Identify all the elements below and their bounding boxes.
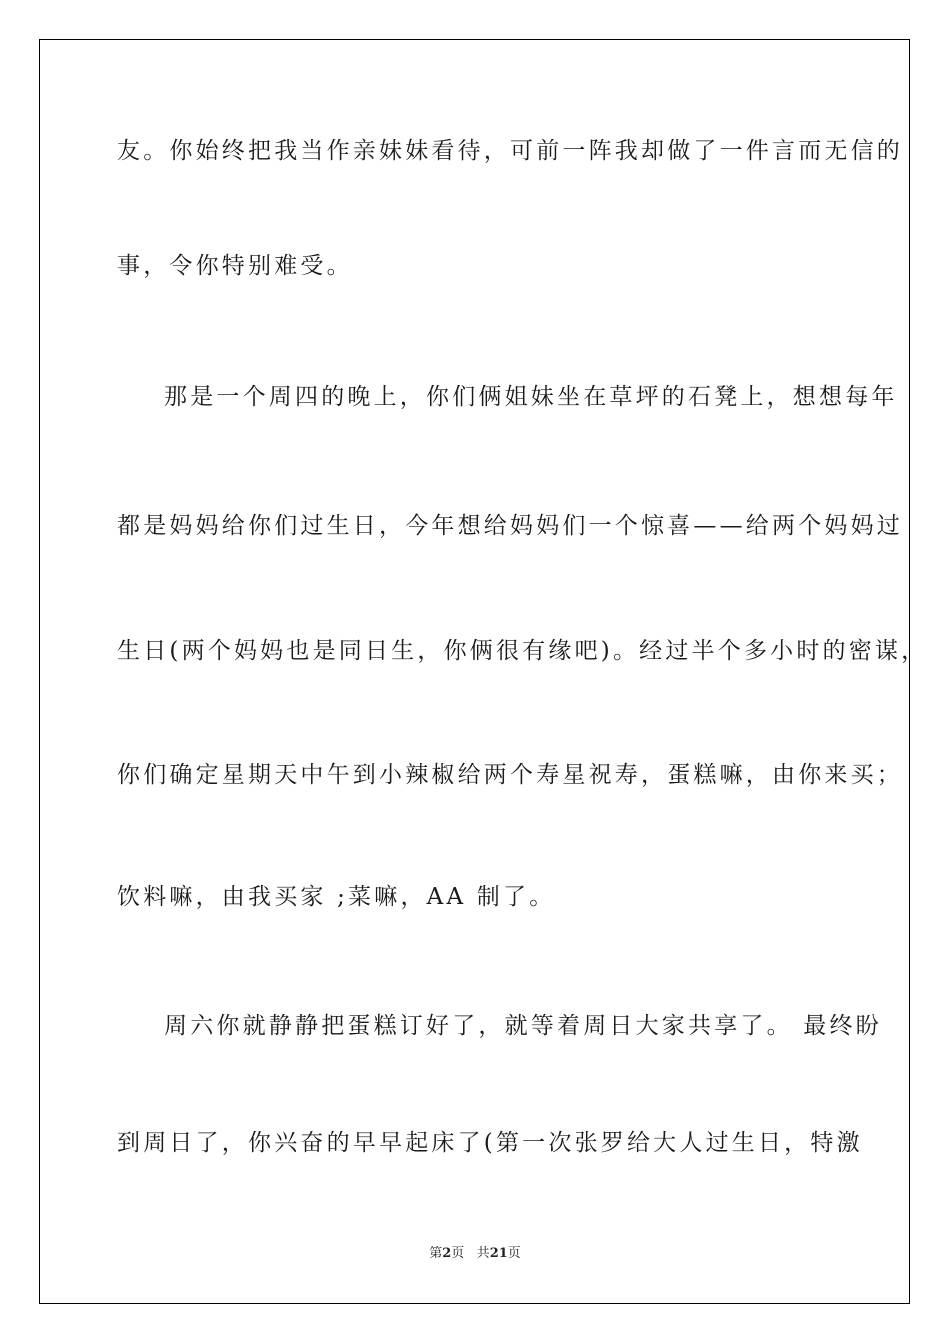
text-line: 饮料嘛，由我买家 ;菜嘛，AA 制了。 — [117, 884, 556, 910]
text-line: 周六你就静静把蛋糕订好了，就等着周日大家共享了。 最终盼 — [164, 1013, 882, 1039]
text-line: 都是妈妈给你们过生日，今年想给妈妈们一个惊喜——给两个妈妈过 — [117, 513, 903, 539]
page-footer — [0, 1245, 950, 1263]
text-line: 友。你始终把我当作亲妹妹看待，可前一阵我却做了一件言而无信的 — [117, 138, 903, 164]
footer-total-prefix: 共 — [476, 1246, 490, 1261]
footer-page-number: 2 — [442, 1246, 452, 1261]
text-line: 那是一个周四的晚上，你们俩姐妹坐在草坪的石凳上，想想每年 — [164, 384, 898, 410]
footer-page-suffix: 页 — [451, 1246, 465, 1261]
text-line: 事，令你特别难受。 — [117, 253, 353, 279]
footer-prefix: 第 — [429, 1246, 443, 1261]
text-line: 你们确定星期天中午到小辣椒给两个寿星祝寿，蛋糕嘛，由你来买； — [117, 762, 903, 788]
footer-total-pages: 21 — [489, 1246, 508, 1261]
page-border — [39, 39, 910, 1304]
text-line: 生日(两个妈妈也是同日生，你俩很有缘吧)。经过半个多小时的密谋， — [117, 638, 928, 664]
footer-total-suffix: 页 — [507, 1246, 521, 1261]
text-line: 到周日了，你兴奋的早早起床了(第一次张罗给大人过生日，特激 — [117, 1130, 863, 1156]
